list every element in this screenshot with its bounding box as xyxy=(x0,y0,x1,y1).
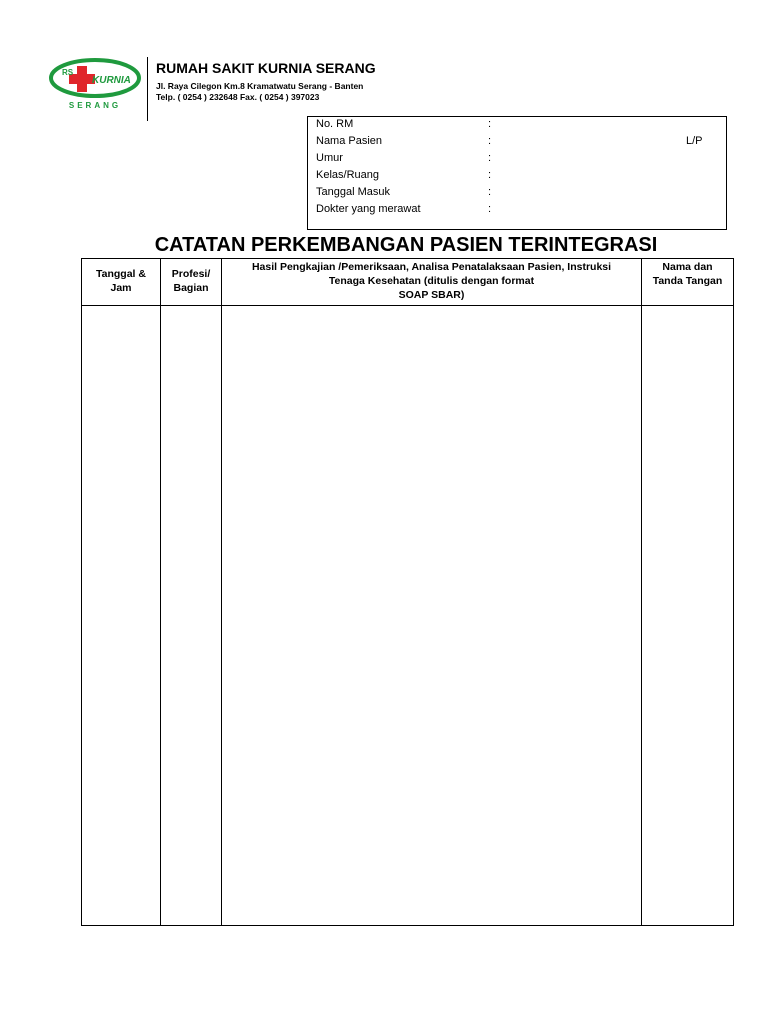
gender-marker: L/P xyxy=(686,135,703,147)
header-divider xyxy=(147,57,148,121)
hospital-logo xyxy=(48,56,142,112)
patient-colon: : xyxy=(488,152,492,164)
hospital-name: RUMAH SAKIT KURNIA SERANG xyxy=(156,60,376,76)
hospital-logo-graphic xyxy=(48,56,142,112)
patient-colon: : xyxy=(488,203,492,215)
column-header-line: Bagian xyxy=(173,282,209,294)
column-header-line: Nama dan xyxy=(662,261,713,273)
column-header-line: Tanggal & xyxy=(96,268,146,280)
column-header-line: Jam xyxy=(110,282,132,294)
header-row-divider xyxy=(82,305,733,306)
logo-city: SERANG xyxy=(68,101,122,110)
column-divider xyxy=(641,259,642,925)
column-header-line: Hasil Pengkajian /Pemeriksaan, Analisa Penatalaksaan Pasien, Instruksi xyxy=(251,261,612,273)
column-divider xyxy=(160,259,161,925)
column-header-line: Profesi/ xyxy=(171,268,211,280)
patient-row-no-rm xyxy=(316,118,716,135)
column-divider xyxy=(221,259,222,925)
hospital-address: Jl. Raya Cilegon Km.8 Kramatwatu Serang - Banten xyxy=(156,81,364,91)
patient-label: Dokter yang merawat xyxy=(316,203,421,215)
patient-row-nama xyxy=(316,135,716,152)
patient-row-dokter xyxy=(316,203,716,220)
patient-colon: : xyxy=(488,135,492,147)
patient-label: Umur xyxy=(316,152,343,164)
patient-row-tanggal-masuk xyxy=(316,186,716,203)
hospital-phone: Telp. ( 0254 ) 232648 Fax. ( 0254 ) 397023 xyxy=(156,92,320,102)
patient-colon: : xyxy=(488,169,492,181)
patient-label: Kelas/Ruang xyxy=(316,169,379,181)
column-header-signature xyxy=(642,260,733,288)
column-header-profession xyxy=(161,267,221,295)
patient-label: Tanggal Masuk xyxy=(316,186,390,198)
column-header-line: Tanda Tangan xyxy=(652,275,723,287)
patient-row-umur xyxy=(316,152,716,169)
patient-info-box xyxy=(307,116,727,230)
patient-colon: : xyxy=(488,186,492,198)
patient-label: Nama Pasien xyxy=(316,135,383,147)
patient-label: No. RM xyxy=(316,118,354,130)
column-header-date-time xyxy=(82,267,160,295)
column-header-line: SOAP SBAR) xyxy=(398,289,465,301)
logo-brand: KURNIA xyxy=(92,75,131,86)
form-title: CATATAN PERKEMBANGAN PASIEN TERINTEGRASI xyxy=(154,234,658,256)
column-header-line: Tenaga Kesehatan (ditulis dengan format xyxy=(328,275,535,287)
progress-notes-table xyxy=(81,258,734,926)
logo-badge: RS xyxy=(62,68,74,77)
patient-colon: : xyxy=(488,118,492,130)
column-header-assessment xyxy=(222,260,641,302)
patient-row-kelas xyxy=(316,169,716,186)
